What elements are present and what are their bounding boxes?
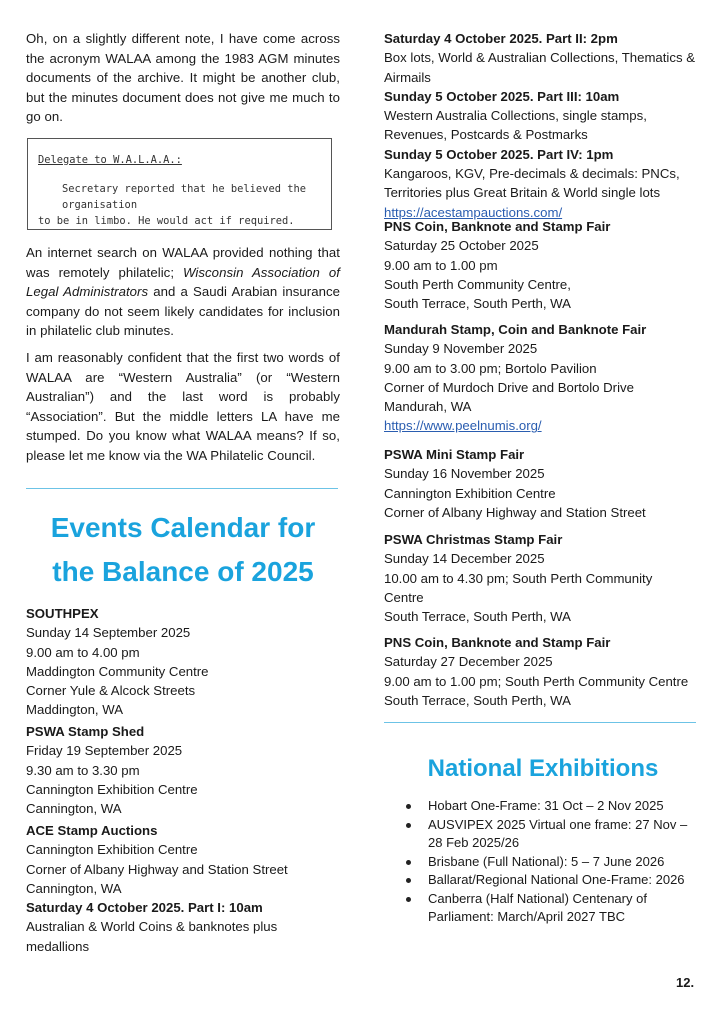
- event-location: Cannington, WA: [26, 801, 122, 817]
- event-address: Corner of Albany Highway and Station Street: [26, 861, 288, 877]
- event-address: Corner of Albany Highway and Station Street: [384, 504, 646, 520]
- intro-paragraph-2: [26, 243, 340, 341]
- event-location: Maddington, WA: [26, 702, 123, 718]
- clipping-heading: Delegate to W.A.L.A.A.:: [38, 154, 182, 166]
- bullet-icon: [406, 823, 411, 828]
- session-description: Western Australia Collections, single stamps, Revenues, Postcards & Postmarks: [384, 108, 647, 143]
- event-title: PNS Coin, Banknote and Stamp Fair: [384, 635, 611, 650]
- event-title: PNS Coin, Banknote and Stamp Fair: [384, 219, 611, 234]
- event-ace-stamp-auctions-continued: [384, 29, 702, 222]
- event-title: PSWA Mini Stamp Fair: [384, 447, 525, 462]
- event-venue: Cannington Exhibition Centre: [26, 842, 198, 858]
- event-time: 9.00 am to 4.00 pm: [26, 644, 140, 660]
- list-item-text: Hobart One-Frame: 31 Oct – 2 Nov 2025: [428, 798, 664, 813]
- bullet-icon: [406, 804, 411, 809]
- ace-website-link[interactable]: https://acestampauctions.com/: [384, 204, 563, 220]
- event-title: Mandurah Stamp, Coin and Banknote Fair: [384, 322, 647, 337]
- list-item-text: Brisbane (Full National): 5 – 7 June 2026: [428, 853, 665, 869]
- bullet-icon: [406, 897, 411, 902]
- national-exhibitions-list: [400, 797, 700, 927]
- event-location: South Terrace, South Perth, WA: [384, 692, 571, 708]
- session-heading: Saturday 4 October 2025. Part I: 10am: [26, 900, 263, 916]
- event-title: PSWA Christmas Stamp Fair: [384, 532, 563, 547]
- page-number: 12.: [676, 975, 695, 990]
- events-heading-line-1: Events Calendar for: [50, 512, 316, 543]
- event-venue: Maddington Community Centre: [26, 663, 209, 679]
- session-description: Kangaroos, KGV, Pre-decimals & decimals: PNCs, Territories plus Great Britain & World single lots: [384, 166, 680, 201]
- list-item: [400, 871, 700, 890]
- list-item: [400, 890, 700, 927]
- event-location: Mandurah, WA: [384, 399, 472, 415]
- event-time: 9.00 am to 3.00 pm; Bortolo Pavilion: [384, 360, 597, 376]
- session-heading: Sunday 5 October 2025. Part III: 10am: [384, 88, 620, 104]
- list-item-text: Canberra (Half National) Centenary of Parliament: March/April 2027 TBC: [428, 890, 647, 924]
- intro-paragraph-3: I am reasonably confident that the first two words of WALAA are “Western Australia” (or “Western Australian”) and the last word is probably “Association”. But the middle letters LA have me stumped. Do you know what WALAA means? If so, please let me know via the WA Philatelic Council.: [26, 350, 340, 463]
- event-date: Sunday 14 December 2025: [384, 551, 545, 567]
- clipping-line-1: Secretary reported that he believed the organisation: [62, 183, 306, 211]
- event-date: Sunday 14 September 2025: [26, 625, 191, 641]
- event-location: South Terrace, South Perth, WA: [384, 296, 571, 312]
- event-pswa-stamp-shed: [26, 722, 340, 818]
- event-date: Saturday 25 October 2025: [384, 238, 539, 254]
- para2-italic: Wisconsin Association of Legal Administrators: [26, 264, 340, 299]
- event-time: 9.00 am to 1.00 pm: [384, 257, 498, 273]
- events-calendar-heading: [26, 506, 340, 594]
- intro-paragraph-1: Oh, on a slightly different note, I have come across the acronym WALAA among the 1983 AGM minutes documents of the archive. It might be another club, but the minutes document does not give me much to go on.: [26, 31, 340, 124]
- event-time-venue: 9.00 am to 1.00 pm; South Perth Community Centre: [384, 673, 689, 689]
- bullet-icon: [406, 878, 411, 883]
- event-pns-fair-december: [384, 633, 702, 710]
- event-title: SOUTHPEX: [26, 606, 99, 621]
- event-location: South Terrace, South Perth, WA: [384, 609, 571, 625]
- event-venue: Cannington Exhibition Centre: [26, 781, 198, 797]
- session-heading: Sunday 5 October 2025. Part IV: 1pm: [384, 146, 614, 162]
- list-item-text: AUSVIPEX 2025 Virtual one frame: 27 Nov – 28 Feb 2025/26: [428, 816, 688, 850]
- event-address: Corner of Murdoch Drive and Bortolo Drive: [384, 379, 634, 395]
- clipping-line-2: to be in limbo. He would act if required.: [38, 215, 295, 227]
- event-pswa-mini-fair: [384, 445, 702, 522]
- event-pns-fair-october: [384, 217, 702, 313]
- event-time: 9.30 am to 3.30 pm: [26, 762, 140, 778]
- event-venue: South Perth Community Centre,: [384, 276, 571, 292]
- event-date: Sunday 16 November 2025: [384, 466, 545, 482]
- event-mandurah-fair: [384, 320, 702, 436]
- section-divider-right: [384, 722, 696, 723]
- list-item: [400, 797, 700, 816]
- bullet-icon: [406, 860, 411, 865]
- event-southpex: [26, 604, 340, 720]
- section-divider-left: [26, 488, 338, 489]
- session-heading: Saturday 4 October 2025. Part II: 2pm: [384, 31, 618, 46]
- archive-clipping-image: [27, 138, 332, 230]
- event-ace-stamp-auctions: [26, 821, 340, 956]
- event-date: Saturday 27 December 2025: [384, 654, 553, 670]
- event-address: Corner Yule & Alcock Streets: [26, 683, 196, 699]
- list-item: [400, 853, 700, 872]
- list-item: [400, 816, 700, 853]
- event-venue: Cannington Exhibition Centre: [384, 485, 556, 501]
- events-heading-line-2: the Balance of 2025: [52, 556, 314, 587]
- event-date: Sunday 9 November 2025: [384, 341, 538, 357]
- event-location: Cannington, WA: [26, 880, 122, 896]
- event-title: ACE Stamp Auctions: [26, 823, 158, 838]
- clipping-body: [38, 181, 328, 229]
- session-description: Australian & World Coins & banknotes plus medallions: [26, 919, 278, 954]
- event-date: Friday 19 September 2025: [26, 743, 183, 759]
- list-item-text: Ballarat/Regional National One-Frame: 2026: [428, 872, 685, 887]
- national-exhibitions-heading: National Exhibitions: [427, 755, 659, 782]
- session-description: Box lots, World & Australian Collections, Thematics & Airmails: [384, 50, 696, 85]
- para2-start: An internet search on WALAA provided nothing that was remotely philatelic;: [26, 245, 340, 280]
- event-title: PSWA Stamp Shed: [26, 724, 145, 739]
- peelnumis-website-link[interactable]: https://www.peelnumis.org/: [384, 418, 542, 434]
- event-time-venue: 10.00 am to 4.30 pm; South Perth Community Centre: [384, 570, 653, 605]
- para2-end: and a Saudi Arabian insurance company do not seem likely candidates for inclusion in philatelic club minutes.: [26, 284, 341, 338]
- event-pswa-christmas-fair: [384, 530, 702, 626]
